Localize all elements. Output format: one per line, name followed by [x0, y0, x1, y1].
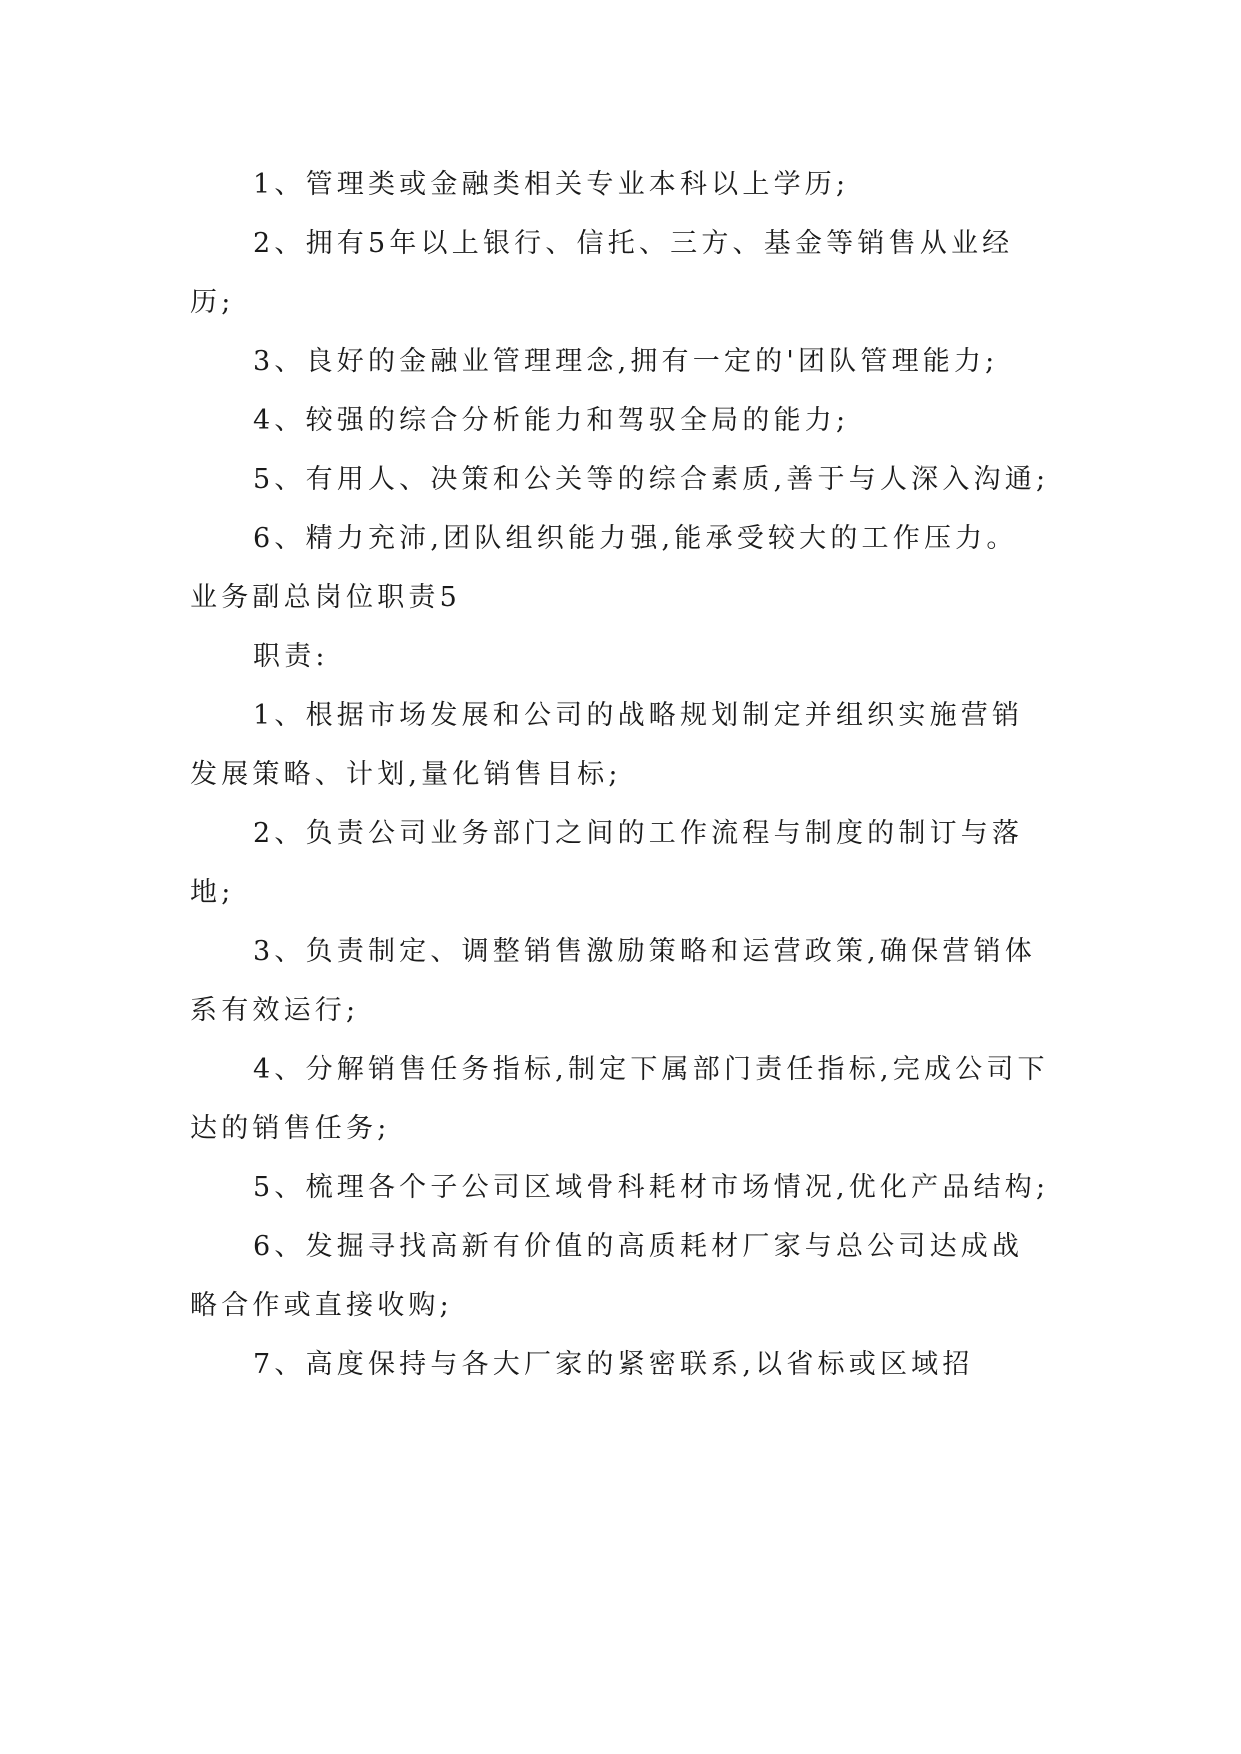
list-item-requirement-3: 3、良好的金融业管理理念,拥有一定的'团队管理能力;	[253, 346, 999, 377]
list-item-duty-7: 7、高度保持与各大厂家的紧密联系,以省标或区域招	[253, 1349, 974, 1380]
subheading-duties: 职责:	[253, 641, 329, 672]
document-body	[190, 155, 1050, 1394]
list-item-requirement-4: 4、较强的综合分析能力和驾驭全局的能力;	[253, 405, 850, 436]
list-item-duty-3: 3、负责制定、调整销售激励策略和运营政策,确保营销体系有效运行;	[190, 936, 1036, 1026]
list-item-duty-2: 2、负责公司业务部门之间的工作流程与制度的制订与落地;	[190, 818, 1024, 908]
list-item-requirement-5: 5、有用人、决策和公关等的综合素质,善于与人深入沟通;	[253, 464, 1050, 495]
list-item-duty-6: 6、发掘寻找高新有价值的高质耗材厂家与总公司达成战略合作或直接收购;	[190, 1231, 1024, 1321]
list-item-duty-5: 5、梳理各个子公司区域骨科耗材市场情况,优化产品结构;	[253, 1172, 1050, 1203]
list-item-duty-4: 4、分解销售任务指标,制定下属部门责任指标,完成公司下达的销售任务;	[190, 1054, 1049, 1144]
list-item-requirement-6: 6、精力充沛,团队组织能力强,能承受较大的工作压力。	[253, 523, 1018, 554]
list-item-requirement-1: 1、管理类或金融类相关专业本科以上学历;	[253, 169, 850, 200]
section-heading: 业务副总岗位职责5	[190, 582, 461, 613]
list-item-duty-1: 1、根据市场发展和公司的战略规划制定并组织实施营销发展策略、计划,量化销售目标;	[190, 700, 1024, 790]
list-item-requirement-2: 2、拥有5年以上银行、信托、三方、基金等销售从业经历;	[190, 228, 1014, 318]
